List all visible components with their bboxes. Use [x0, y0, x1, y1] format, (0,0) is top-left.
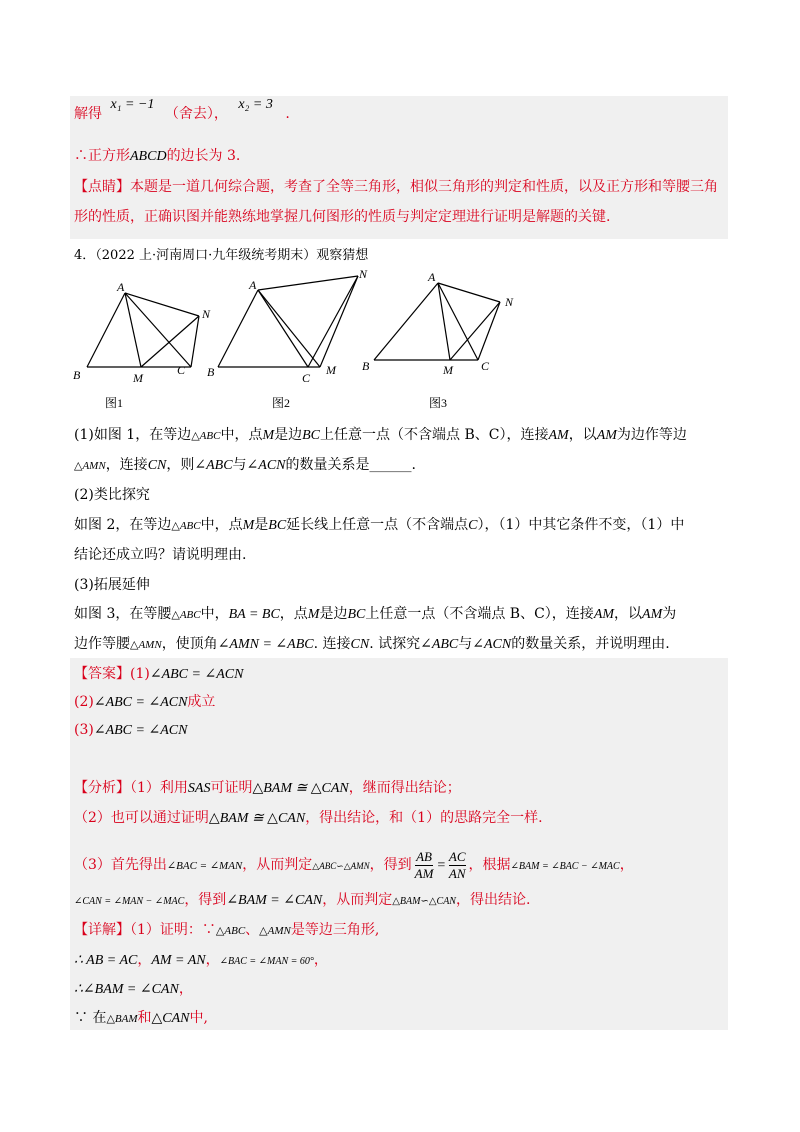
q2-line-1: 如图 2，在等边△ABC中，点M是BC延长线上任意一点（不含端点C），（1）中其它条件不变，（1）中	[74, 517, 685, 533]
label-N: N	[202, 307, 211, 321]
figure-3-caption: 图3	[429, 396, 448, 410]
label-A: A	[117, 280, 125, 294]
svg-text:M: M	[443, 363, 453, 377]
analysis-line-1: 【分析】（1）利用SAS可证明△BAM ≅ △CAN，继而得出结论；	[74, 780, 461, 796]
figure-1	[87, 293, 199, 367]
q2-title: (2)类比探究	[74, 487, 150, 503]
dianjing-tag: 【点睛】	[74, 179, 130, 195]
figure-1-caption: 图1	[105, 396, 124, 410]
figure-1-labels	[73, 280, 211, 385]
root-x1: x₁ = −1	[110, 97, 155, 112]
solution-conclusion: ∴正方形ABCD的边长为 3.	[74, 148, 241, 164]
problem-header: 4．（2022 上·河南周口·九年级统考期末）观察猜想	[74, 248, 369, 263]
detail-line-3: ∴∠BAM = ∠CAN，	[74, 981, 193, 997]
analysis-line-3: （3）首先得出∠BAC = ∠MAN，从而判定△ABC∽△AMN，得到 $\frac{AB}{AM}$ = $\frac{AC}{AN}$ ，根据∠BAM = ∠BAC − ∠MAC，	[74, 848, 634, 881]
svg-text:N: N	[359, 267, 368, 281]
dianjing-line-1: 【点睛】本题是一道几何综合题，考查了全等三角形，相似三角形的判定和性质，以及正方形和等腰三角	[74, 179, 718, 195]
analysis-tag: 【分析】	[74, 780, 130, 796]
detail-line-4: ∵ 在△BAM和△CAN中,	[74, 1010, 208, 1026]
svg-text:B: B	[362, 359, 370, 373]
q1-line-1: (1)如图 1，在等边△ABC中，点M是边BC上任意一点（不含端点 B、C），连接AM，以AM为边作等边	[74, 427, 687, 443]
root-x2: x₂ = 3	[238, 97, 273, 112]
svg-text:A: A	[428, 270, 436, 284]
analysis-line-4: ∠CAN = ∠MAN − ∠MAC，得到∠BAM = ∠CAN，从而判定△BAM∽△CAN，得出结论.	[74, 892, 531, 908]
solution-roots-line: 解得 x₁ = −1 （舍去）， x₂ = 3 .	[74, 97, 290, 122]
q2-line-2: 结论还成立吗？请说明理由.	[74, 547, 247, 563]
q3-line-2: 边作等腰△AMN，使顶角∠AMN = ∠ABC. 连接CN. 试探究∠ABC与∠ACN的数量关系，并说明理由.	[74, 636, 670, 652]
figure-3	[374, 283, 500, 360]
detail-line-1: 【详解】（1）证明：∵△ABC、△AMN是等边三角形,	[74, 922, 380, 938]
answer-line-3: (3)∠ABC = ∠ACN	[74, 722, 188, 738]
analysis-line-2: （2）也可以通过证明△BAM ≅ △CAN，得出结论，和（1）的思路完全一样.	[74, 810, 543, 826]
detail-tag: 【详解】	[74, 922, 130, 938]
q1-line-2: △AMN，连接CN，则∠ABC与∠ACN的数量关系是______.	[74, 457, 416, 473]
figures	[0, 266, 800, 416]
q3-line-1: 如图 3，在等腰△ABC中，BA = BC，点M是边BC上任意一点（不含端点 B、C），连接AM，以AM为	[74, 606, 677, 622]
svg-text:A: A	[249, 278, 257, 292]
label-C: C	[177, 363, 186, 377]
detail-line-2: ∴ AB = AC，AM = AN，∠BAC = ∠MAN = 60°，	[74, 952, 328, 968]
figure-2-caption: 图2	[272, 396, 291, 410]
svg-text:C: C	[302, 371, 311, 385]
answer-line-1: 【答案】(1)∠ABC = ∠ACN	[74, 666, 244, 682]
svg-text:N: N	[505, 295, 514, 309]
svg-text:C: C	[481, 359, 490, 373]
answer-line-2: (2)∠ABC = ∠ACN成立	[74, 694, 216, 710]
q3-title: (3)拓展延伸	[74, 577, 150, 593]
svg-text:M: M	[326, 363, 336, 377]
svg-text:B: B	[207, 365, 215, 379]
label-M: M	[133, 371, 143, 385]
answer-tag: 【答案】	[74, 666, 130, 682]
dianjing-line-2: 形的性质，正确识图并能熟练地掌握几何图形的性质与判定定理进行证明是解题的关键.	[74, 209, 611, 225]
solution-shade-bottom	[70, 658, 728, 1030]
label-B: B	[73, 368, 81, 382]
figure-2	[218, 276, 358, 367]
